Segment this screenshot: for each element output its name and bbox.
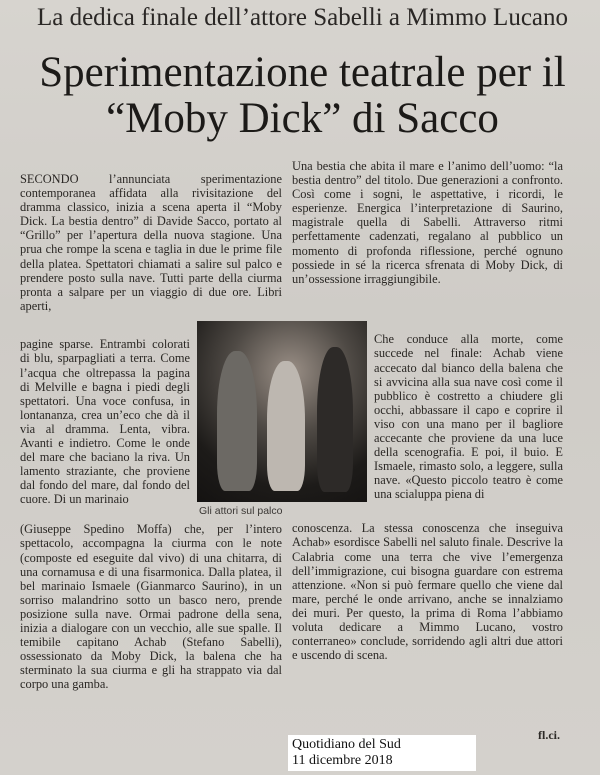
column-1-bottom <box>20 510 282 704</box>
column-2-top <box>292 159 563 286</box>
author-initials: fl.ci. <box>538 728 560 742</box>
headline: Sperimentazione teatrale per il “Moby Dick” di Sacco <box>39 49 566 142</box>
stage-photo <box>197 321 367 502</box>
column-2-bottom <box>292 509 563 675</box>
source-name: Quotidiano del Sud <box>292 737 401 752</box>
paragraph: pagine sparse. Entrambi colorati di blu, sparpagliati a terra. Come l’acqua che oltrepassa la pagina di Melville e bagna i piedi degli spettatori. Una voce confusa, in lontananza, crea un’eco che dà il via al dramma. Lenta, vibra. Avanti e indietro. Come le onde del mare che baciano la riva. Un lamento straziante, che proviene dal fondo del mare, dal fondo del cuore. Di un marinaio <box>20 337 190 507</box>
paragraph: (Giuseppe Spedino Moffa) che, per l’intero spettacolo, accompagna la ciurma con le note (composte ed eseguite dal vivo) di una chitarra, di una cornamusa e di una fisarmonica. Dalla platea, il bel marinaio Ismaele (Gianmarco Saurino), in un sorriso malandrino sotto un basco nero, prende posizione sulla nave. Ormai padrone della sena, inizia a dialogare con un vecchio, alle sue spalle. Il temibile capitano Achab (Stefano Sabelli), ossessionato da Moby Dick, la balena che ha sterminato la sua ciurma e gli ha strappato via dal corpo una gamba. <box>20 522 282 692</box>
column-1-wrap <box>20 325 190 519</box>
paragraph: conoscenza. La stessa conoscenza che inseguiva Achab» esordisce Sabelli nel saluto finale. Descrive la Calabria come una terra che vive l’emergenza dell’immigrazione, cui bisogna guardare con estrema attenzione. «Non si può fermare quello che viene dal mare, perché le onde arrivano, anche se innalziamo dei muri. Per questo, la prima di Roma l’abbiamo voluta dedicare a Mimmo Lucano, vostro conterraneo» conclude, sorridendo agli altri due attori e uscendo di scena. <box>292 521 563 663</box>
column-1-top <box>20 172 282 313</box>
kicker-line: La dedica finale dell’attore Sabelli a Mimmo Lucano <box>36 4 569 31</box>
paragraph: Che conduce alla morte, come succede nel finale: Achab viene accecato dal bianco della balena che si avvicina alla sua nave così come il pubblico è costretto a chiudere gli occhi, abbassare il capo e coprire il viso con una mano per il bagliore accecante che proviene da una luce della scenografia. E poi, il buio. E Ismaele, rimasto solo, a leggere, sulla nave. «Questo piccolo teatro è come una scialuppa piena di <box>374 332 563 502</box>
column-2-wrap <box>374 320 563 514</box>
photo-caption: Gli attori sul palco <box>199 505 283 517</box>
source-label <box>288 735 476 771</box>
source-date: 11 dicembre 2018 <box>292 753 393 768</box>
paragraph: SECONDO l’annunciata sperimentazione contemporanea affidata alla rivisitazione del dramma classico, inizia a scena aperta il “Moby Dick. La bestia dentro” di Davide Sacco, portato al “Grillo” per l’apertura della nuova stagione. Una prua che rompe la scena e taglia in due le prime file della platea. Spettatori chiamati a salire sul palco e prendere posto sulla nave. Tutti parte della ciurma pronta a salpare per un viaggio di due ore. Libri aperti, <box>20 172 282 313</box>
paragraph: Una bestia che abita il mare e l’animo dell’uomo: “la bestia dentro” del titolo. Due generazioni a confronto. Così come i sogni, le aspettative, i ricordi, le esperienze. Energica l’interpretazione di Saurino, magistrale quella di Sabelli. Attraverso ritmi perfettamente cadenzati, regalano al pubblico un momento di profonda riflessione, perché ognuno possiede in sé la ricerca sfrenata di Moby Dick, di un’ossessione irraggiungibile. <box>292 159 563 286</box>
